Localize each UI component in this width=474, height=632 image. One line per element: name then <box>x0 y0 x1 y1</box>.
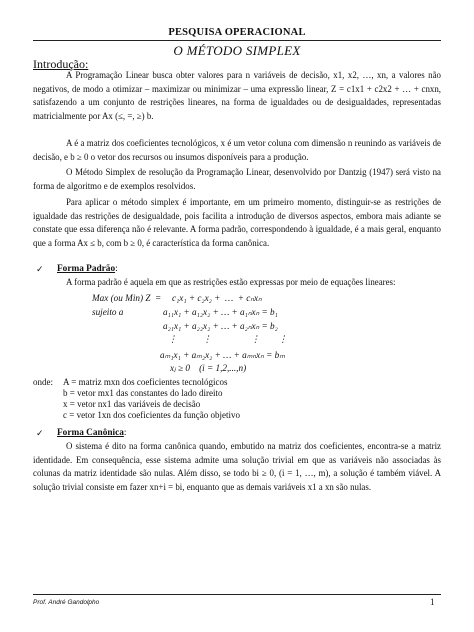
constraint-row-m: aₘ₁x₁ + aₘ₂x₂ + … + aₘₙxₙ = bₘ <box>160 350 285 360</box>
standard-form-heading-wrap <box>57 264 118 274</box>
footer-divider <box>33 594 441 595</box>
constraint-row-1: a₁₁x₁ + a₁₂x₂ + … + a₁ₙxₙ = b₁ <box>163 307 278 317</box>
where-item: A = matriz mxn dos coeficientes tecnológicos <box>63 377 228 387</box>
canonical-form-heading-wrap <box>57 428 126 438</box>
constraint-row-2: a₂₁x₁ + a₂₂x₂ + … + a₂ₙxₙ = b₂ <box>163 321 278 331</box>
nonnegativity-constraint: xⱼ ≥ 0 (i = 1,2,...,n) <box>170 363 247 373</box>
intro-paragraph-1-text: A Programação Linear busca obter valores para n variáveis de decisão, x1, x2, …, xn, a valores não negativos, de modo a otimizar – maximizar ou minimizar – uma expressão linear, Z = c1x1 + c2x2 + … + cnxn, satisfazendo a um conjunto de restrições lineares, na forma de igualdades ou de desigualdades, representadas matricialmente por Ax (≤, =, ≥) b. <box>33 70 441 121</box>
intro-paragraph-2 <box>33 137 441 164</box>
standard-form-intro: A forma padrão é aquela em que as restrições estão expressas por meio de equações lineares: <box>66 277 396 287</box>
intro-paragraph-1 <box>33 69 441 123</box>
intro-paragraph-4-text: Para aplicar o método simplex é importante, em um primeiro momento, distinguir-se as restrições de igualdade das restrições de desigualdade, pois facilita a introdução de diversos aspectos, embora mais adiante se constate que essa diferença não é relevante. A forma padrão, correspondendo à igualdade, é a mais geral, enquanto que a forma Ax ≤ b, com b ≥ 0, é característica da forma canônica. <box>33 197 441 248</box>
document-title: O MÉTODO SIMPLEX <box>173 43 301 58</box>
intro-heading: Introdução: <box>33 57 89 71</box>
standard-form-heading: Forma Padrão <box>57 264 116 274</box>
where-label: onde: <box>33 377 53 387</box>
where-item: c = vetor 1xn dos coeficientes da função objetivo <box>63 410 241 420</box>
page-number: 1 <box>430 597 435 607</box>
header-divider <box>33 40 441 41</box>
header-title: PESQUISA OPERACIONAL <box>168 27 306 38</box>
objective-function: c₁x₁ + c₂x₂ + … + cₙxₙ <box>172 293 262 303</box>
footer-author: Prof. André Gandolpho <box>33 599 100 606</box>
subject-to-label: sujeito a <box>92 307 124 317</box>
canonical-form-heading: Forma Canônica <box>57 428 124 438</box>
check-icon: ✓ <box>36 428 44 438</box>
where-item: b = vetor mx1 das constantes do lado direito <box>63 388 223 398</box>
standard-form-colon: : <box>115 264 118 274</box>
constraint-dots: ⋮ ⋮ ⋮ ⋮ <box>168 334 288 344</box>
where-item: x = vetor nx1 das variáveis de decisão <box>63 399 201 409</box>
intro-paragraph-4 <box>33 196 441 250</box>
objective-label: Max (ou Min) Z = <box>92 293 162 303</box>
canonical-form-paragraph-text: O sistema é dito na forma canônica quando, embutido na matriz dos coeficientes, encontra-se a matriz identidade. Em consequência, esse sistema admite uma solução trivial em que as variáveis não associadas às colunas da matriz identidade são nulas. Além disso, se todo bi ≥ 0, (i = 1, …, m), a solução é também viável. A solução trivial consiste em fazer xn+i = bi, enquanto que as demais variáveis x1 a xn são nulas. <box>33 441 441 492</box>
intro-paragraph-3 <box>33 166 441 193</box>
intro-paragraph-2-text: A é a matriz dos coeficientes tecnológicos, x é um vetor coluna com dimensão n reunindo as variáveis de decisão, e b ≥ 0 o vetor dos recursos ou insumos disponíveis para a produção. <box>33 138 441 162</box>
canonical-form-colon: : <box>123 428 127 438</box>
check-icon: ✓ <box>36 264 44 274</box>
intro-paragraph-3-text: O Método Simplex de resolução da Programação Linear, desenvolvido por Dantzig (1947) será visto na forma de algoritmo e de exemplos resolvidos. <box>33 167 441 191</box>
canonical-form-paragraph <box>33 440 441 494</box>
